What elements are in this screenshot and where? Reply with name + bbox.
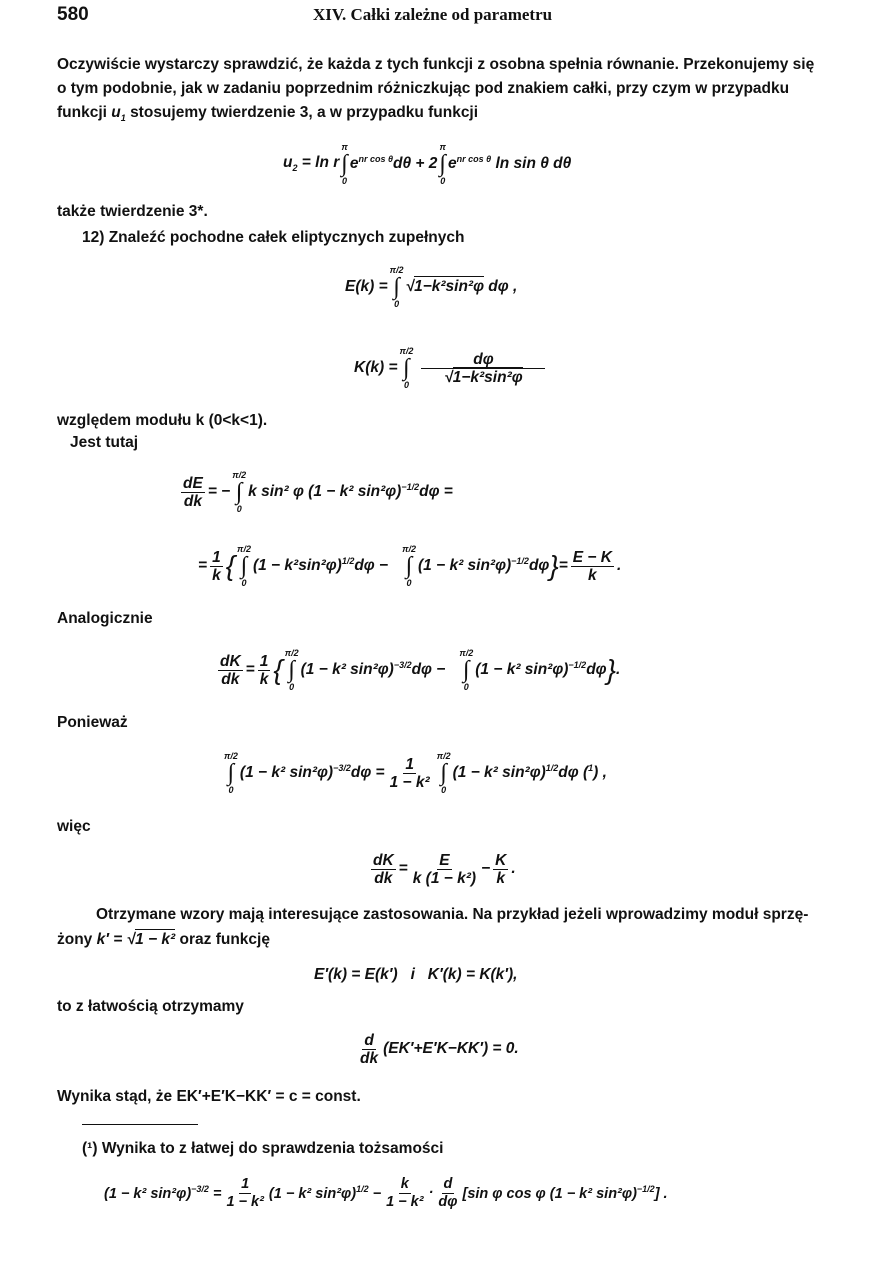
- K-lhs: K(k) =: [354, 359, 398, 376]
- integral-sign: π/2 ∫ 0: [436, 751, 451, 795]
- equation-dE-line-2: = $\frac{1}{k}$ { π/2 ∫ 0 $(1 - k^2\sin^2\varphi)^{1/2}d\varphi$ − π/2 ∫ 0 (1 − k² sin²φ)$^{-1/2}$dφ } = $\frac{E - K}{k}$ .: [198, 544, 622, 588]
- integral-sign: π/2 ∫ 0: [237, 544, 251, 588]
- E-over-k-one-minus-k2: $\frac{E}{\text{k (1 − k²)}}$: [412, 851, 477, 887]
- integral-sign: π/2 ∫ 0: [402, 544, 416, 588]
- paragraph-1-line-3-b: stosujemy twierdzenie 3, a w przypadku funkcji: [130, 104, 479, 121]
- equation-K: [354, 336, 551, 400]
- dK-dk: $\frac{dK}{dk}$: [220, 652, 241, 688]
- equation-u2: [283, 134, 571, 194]
- text-modulus: względem modułu k (0<k<1).: [57, 412, 268, 429]
- equation-dK-result: $\frac{dK}{dk}$ = $\frac{E}{\text{k (1 − k²)}}$ − $\frac{K}{k}$ .: [373, 851, 516, 887]
- d-dphi: $\frac{d}{d\varphi}$: [438, 1175, 458, 1210]
- u2-term-2: $e^{nr cos \theta}$ ln sin θ dθ: [447, 154, 572, 173]
- text-here: Jest tutaj: [70, 434, 139, 451]
- integral-sign: π/2 ∫ 0: [459, 648, 474, 692]
- page-number: 580: [57, 4, 89, 25]
- d-dk: $\frac{d}{dk}$: [360, 1031, 379, 1067]
- problem-12-heading: 12) Znaleźć pochodne całek eliptycznych zupełnych: [82, 229, 465, 246]
- E-integrand: √1−k²sin²φ dφ ,: [405, 278, 518, 295]
- equation-E: [345, 256, 517, 318]
- footnote-rule: [82, 1124, 198, 1125]
- paragraph-1-line-2: o tym podobnie, jak w zadaniu poprzednim różniczkując pod znakiem całki, przy czym w przypadku: [57, 80, 790, 97]
- u2-term-1: $e^{nr cos \theta}d\theta + 2$: [349, 154, 438, 173]
- equation-legendre: [355, 1026, 519, 1072]
- text-easily: to z łatwością otrzymamy: [57, 998, 244, 1015]
- one-over-k: $\frac{1}{k}$: [212, 548, 221, 584]
- text-also-theorem: także twierdzenie 3*.: [57, 203, 208, 220]
- paragraph-2-line-1: Otrzymane wzory mają interesujące zastosowania. Na przykład jeżeli wprowadzimy moduł sprzę-: [96, 906, 809, 923]
- footnote-sentence: Wynika to z łatwej do sprawdzenia tożsamości: [101, 1140, 444, 1157]
- footnote-marker: (¹): [82, 1140, 98, 1157]
- text-since: Ponieważ: [57, 714, 128, 731]
- u1-symbol: $u_1$: [111, 104, 126, 124]
- integral-sign: π/2 ∫ 0: [284, 648, 299, 692]
- integral-sign: π/2 ∫ 0: [389, 265, 404, 309]
- text-analogously: Analogicznie: [57, 610, 153, 627]
- paragraph-1-line-3: [57, 104, 478, 123]
- integral-sign: π/2 ∫ 0: [232, 470, 247, 514]
- one-over-one-minus-k2: $\frac{1}{\text{1 − k²}}$: [389, 755, 430, 791]
- integral-sign: π/2 ∫ 0: [224, 751, 238, 795]
- text-so: więc: [57, 818, 91, 835]
- paragraph-1-line-3-a: funkcji: [57, 104, 107, 121]
- E-minus-K-over-k: $\frac{E - K}{k}$: [572, 548, 612, 584]
- integral-sign: π/2 ∫ 0: [399, 346, 414, 390]
- paragraph-1-line-1: Oczywiście wystarczy sprawdzić, że każda z tych funkcji z osobna spełnia równanie. Przekonujemy się: [57, 56, 815, 73]
- equation-identity: π/2 ∫ 0 (1 − k² sin²φ)$^{-3/2}$dφ = $\frac{1}{\text{1 − k²}}$ π/2 ∫ 0 (1 − k² sin²φ)$^{1/2}$dφ ($^1$) ,: [224, 751, 607, 795]
- u2-lhs: $u_2 = \ln r$: [283, 154, 340, 174]
- K-integrand: $\frac{d\varphi}{\text{√1−k²sin²φ}}$: [418, 351, 548, 386]
- conjugate-modulus: k′ = √1 − k²: [96, 931, 176, 948]
- K-over-k: $\frac{K}{k}$: [495, 851, 507, 887]
- footnote-text: [82, 1140, 443, 1158]
- paragraph-2-line-2: [57, 931, 270, 949]
- equation-E-prime: E′(k) = E(k′) i K′(k) = K(k′),: [314, 966, 518, 983]
- k-over-one-minus-k2: $\frac{k}{\text{1 − k²}}$: [386, 1175, 424, 1210]
- running-title: XIV. Całki zależne od parametru: [313, 5, 553, 24]
- dK-dk: $\frac{dK}{dk}$: [373, 851, 394, 887]
- integral-sign: π ∫ 0: [439, 142, 446, 186]
- footnote-identity: (1 − k² sin²φ)$^{-3/2}$ = $\frac{1}{\text{1 − k²}}$ (1 − k² sin²φ)$^{1/2}$ − $\frac{k}{\text{1 − k²}}$ · $\frac{d}{d\varphi}$ [sin φ cos φ (1 − k² sin²φ)$^{-1/2}$] .: [104, 1175, 668, 1210]
- paragraph-2-line-2-b: oraz funkcję: [179, 931, 270, 948]
- one-over-one-minus-k2: $\frac{1}{\text{1 − k²}}$: [226, 1175, 264, 1210]
- dE-dk: $\frac{dE}{dk}$: [183, 474, 203, 510]
- text-result: Wynika stąd, że EK′+E′K−KK′ = c = const.: [57, 1088, 361, 1105]
- paragraph-2-line-2-a: żony: [57, 931, 93, 948]
- E-lhs: E(k) =: [345, 278, 388, 295]
- integral-sign: π ∫ 0: [341, 142, 348, 186]
- legendre-rhs: (EK′+E′K−KK′) = 0.: [383, 1040, 519, 1057]
- one-over-k: $\frac{1}{k}$: [259, 652, 269, 688]
- equation-dE-line-1: $\frac{dE}{dk}$ = − π/2 ∫ 0 k sin² φ (1 − k² sin²φ)$^{-1/2}$dφ =: [183, 470, 453, 514]
- dE-integrand: k sin² φ (1 − k² sin²φ)$^{-1/2}$dφ =: [248, 482, 453, 501]
- equation-dK: $\frac{dK}{dk}$ = $\frac{1}{k}$ { π/2 ∫ 0 (1 − k² sin²φ)$^{-3/2}$dφ − π/2 ∫ 0 (1 − k² sin²φ)$^{-1/2}$dφ } .: [220, 648, 621, 692]
